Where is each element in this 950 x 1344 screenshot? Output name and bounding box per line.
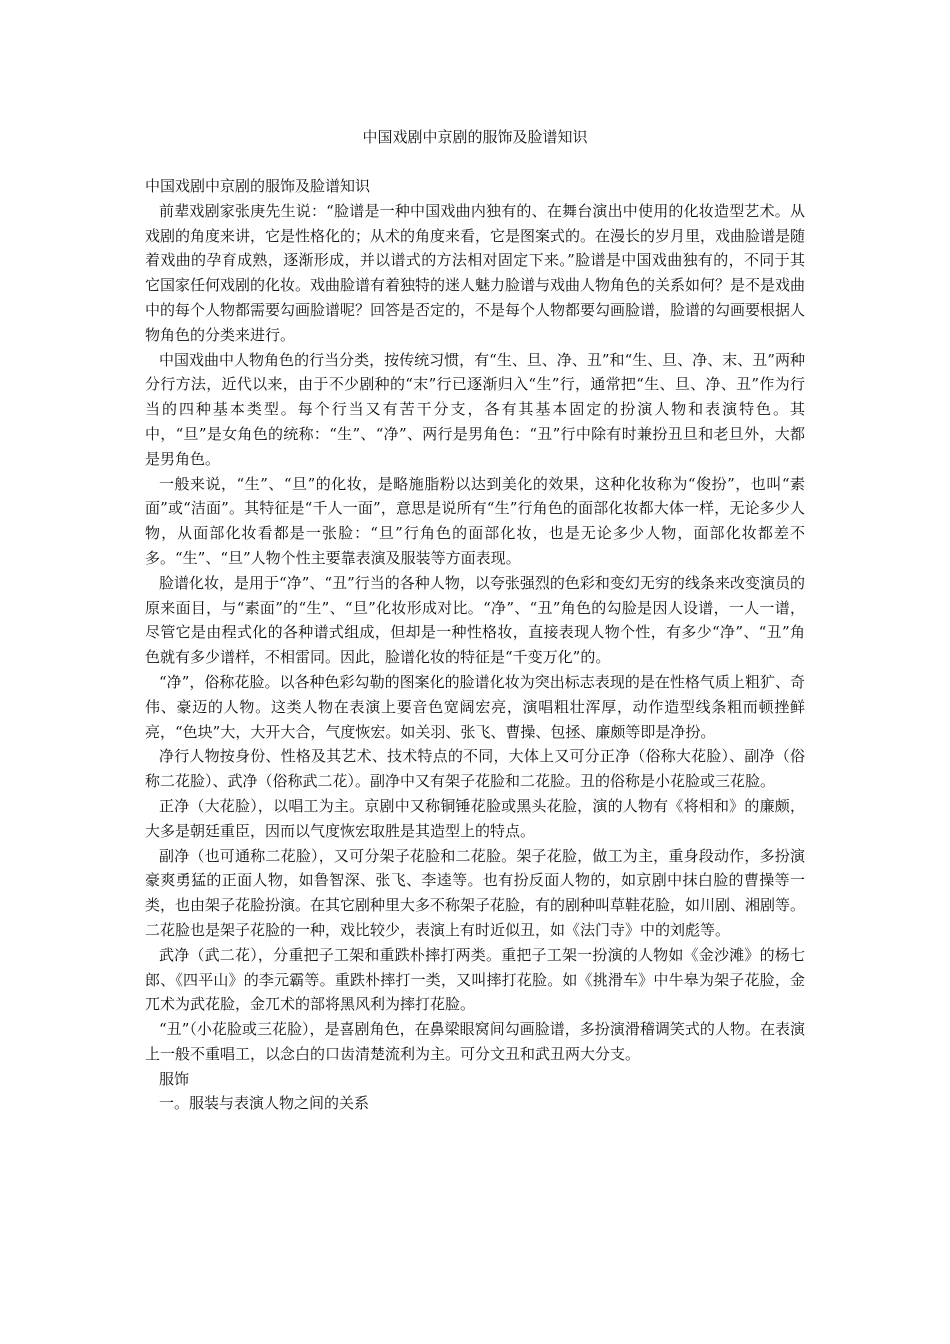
document-body <box>145 174 805 1116</box>
paragraph: 副净（也可通称二花脸），又可分架子花脸和二花脸。架子花脸，做工为主，重身段动作，多扮演豪爽勇猛的正面人物，如鲁智深、张飞、李逵等。也有扮反面人物的，如京剧中抹白脸的曹操等一类，也由架子花脸扮演。在其它剧种里大多不称架子花脸，有的剧种叫草鞋花脸，如川剧、湘剧等。二花脸也是架子花脸的一种，戏比较少，表演上有时近似丑，如《法门寺》中的刘彪等。 <box>145 846 806 939</box>
paragraph: 一般来说，“生”、“旦”的化妆，是略施脂粉以达到美化的效果，这种化妆称为“俊扮”，也叫“素面”或“洁面”。其特征是“千人一面”，意思是说所有“生”行角色的面部化妆都大体一样，无论多少人物，从面部化妆看都是一张脸：“旦”行角色的面部化妆，也是无论多少人物，面部化妆都差不多。“生”、“旦”人物个性主要靠表演及服装等方面表现。 <box>145 474 805 567</box>
paragraph: 武净（武二花），分重把子工架和重跌朴摔打两类。重把子工架一扮演的人物如《金沙滩》的杨七郎、《四平山》的李元霸等。重跌朴摔打一类，又叫摔打花脸。如《挑滑车》中牛皋为架子花脸，金兀术为武花脸，金兀术的部将黑风利为摔打花脸。 <box>145 945 805 1014</box>
paragraph: “净”，俗称花脸。以各种色彩勾勒的图案化的脸谱化妆为突出标志表现的是在性格气质上粗犷、奇伟、豪迈的人物。这类人物在表演上要音色宽阔宏亮，演唱粗壮浑厚，动作造型线条粗而顿挫鲜亮，“色块”大，大开大合，气度恢宏。如关羽、张飞、曹操、包拯、廉颇等即是净扮。 <box>145 672 805 741</box>
section-heading: 服饰 <box>159 1069 190 1088</box>
document-title: 中国戏剧中京剧的服饰及脸谱知识 <box>362 128 588 146</box>
paragraph: 净行人物按身份、性格及其艺术、技术特点的不同，大体上又可分正净（俗称大花脸）、副净（俗称二花脸）、武净（俗称武二花）。副净中又有架子花脸和二花脸。丑的俗称是小花脸或三花脸。 <box>145 747 805 791</box>
subsection-heading: 一。服装与表演人物之间的关系 <box>159 1094 370 1113</box>
paragraph: 正净（大花脸），以唱工为主。京剧中又称铜锤花脸或黑头花脸，演的人物有《将相和》的廉颇，大多是朝廷重臣，因而以气度恢宏取胜是其造型上的特点。 <box>145 796 805 840</box>
paragraph: 前辈戏剧家张庚先生说：“脸谱是一种中国戏曲内独有的、在舞台演出中使用的化妆造型艺术。从戏剧的角度来讲，它是性格化的；从术的角度来看，它是图案式的。在漫长的岁月里，戏曲脸谱是随着戏曲的孕育成熟，逐渐形成，并以谱式的方法相对固定下来。”脸谱是中国戏曲独有的，不同于其它国家任何戏剧的化妆。戏曲脸谱有着独特的迷人魅力脸谱与戏曲人物角色的关系如何？是不是戏曲中的每个人物都需要勾画脸谱呢？回答是否定的，不是每个人物都要勾画脸谱，脸谱的勾画要根据人物角色的分类来进行。 <box>145 201 806 344</box>
paragraph: 脸谱化妆，是用于“净”、“丑”行当的各种人物，以夸张强烈的色彩和变幻无穷的线条来改变演员的原来面目，与“素面”的“生”、“旦”化妆形成对比。“净”、“丑”角色的勾脸是因人设谱，一人一谱，尽管它是由程式化的各种谱式组成，但却是一种性格妆，直接表现人物个性，有多少“净”、“丑”角色就有多少谱样，不相雷同。因此，脸谱化妆的特征是“千变万化”的。 <box>145 573 805 667</box>
document-subtitle: 中国戏剧中京剧的服饰及脸谱知识 <box>145 177 371 195</box>
paragraph: 中国戏曲中人物角色的行当分类，按传统习惯，有“生、旦、净、丑”和“生、旦、净、末、丑”两种分行方法，近代以来，由于不少剧种的“末”行已逐渐归入“生”行，通常把“生、旦、净、丑”作为行当的四种基本类型。每个行当又有苦干分支，各有其基本固定的扮演人物和表演特色。其中，“旦”是女角色的统称：“生”、“净”、两行是男角色：“丑”行中除有时兼扮丑旦和老旦外，大都是男角色。 <box>145 350 805 468</box>
paragraph: “丑”（小花脸或三花脸），是喜剧角色，在鼻梁眼窝间勾画脸谱，多扮演滑稽调笑式的人物。在表演上一般不重唱工，以念白的口齿清楚流利为主。可分文丑和武丑两大分支。 <box>145 1020 805 1063</box>
